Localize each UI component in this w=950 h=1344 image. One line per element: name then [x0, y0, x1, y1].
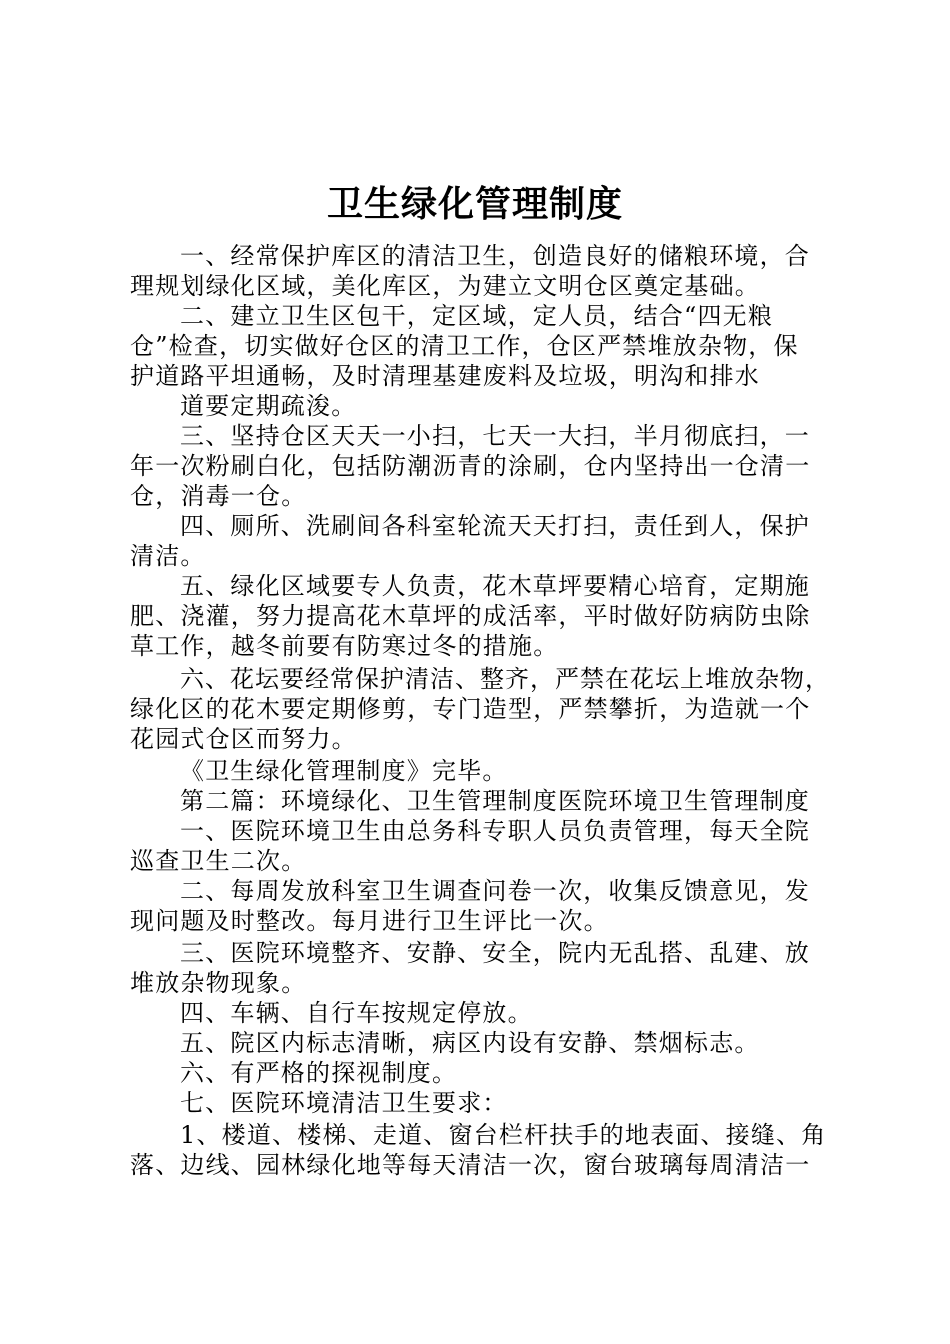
paragraph-line: 落、边线、园林绿化地等每天清洁一次，窗台玻璃每周清洁一 — [130, 1151, 811, 1179]
paragraph-line: 《卫生绿化管理制度》完毕。 — [180, 757, 508, 785]
paragraph-line: 四、车辆、自行车按规定停放。 — [180, 999, 533, 1027]
paragraph-line: 巡查卫生二次。 — [130, 847, 307, 875]
paragraph-line: 道要定期疏浚。 — [180, 392, 357, 420]
paragraph-line: 现问题及时整改。每月进行卫生评比一次。 — [130, 907, 609, 935]
paragraph-line: 二、建立卫生区包干，定区域，定人员，结合“四无粮 — [180, 302, 774, 330]
paragraph-line: 绿化区的花木要定期修剪，专门造型，严禁攀折，为造就一个 — [130, 695, 811, 723]
paragraph-line: 五、绿化区域要专人负责，花木草坪要精心培育，定期施 — [180, 572, 810, 600]
section-heading: 第二篇：环境绿化、卫生管理制度医院环境卫生管理制度 — [180, 787, 810, 815]
paragraph-line: 六、有严格的探视制度。 — [180, 1059, 458, 1087]
paragraph-line: 草工作，越冬前要有防寒过冬的措施。 — [130, 632, 559, 660]
paragraph-line: 五、院区内标志清晰，病区内设有安静、禁烟标志。 — [180, 1029, 760, 1057]
paragraph-line: 六、花坛要经常保护清洁、整齐，严禁在花坛上堆放杂物， — [180, 665, 830, 693]
paragraph-line: 堆放杂物现象。 — [130, 969, 307, 997]
paragraph-line: 护道路平坦通畅，及时清理基建废料及垃圾，明沟和排水 — [130, 362, 760, 390]
paragraph-line: 清洁。 — [130, 542, 206, 570]
paragraph-line: 肥、浇灌，努力提高花木草坪的成活率，平时做好防病防虫除 — [130, 602, 811, 630]
paragraph-line: 年一次粉刷白化，包括防潮沥青的涂刷，仓内坚持出一仓清一 — [130, 452, 811, 480]
paragraph-line: 一、经常保护库区的清洁卫生，创造良好的储粮环境，合 — [180, 242, 810, 270]
paragraph-line: 仓，消毒一仓。 — [130, 482, 307, 510]
paragraph-line: 花园式仓区而努力。 — [130, 725, 357, 753]
paragraph-line: 仓”检查，切实做好仓区的清卫工作，仓区严禁堆放杂物，保 — [130, 332, 799, 360]
paragraph-line: 三、坚持仓区天天一小扫，七天一大扫，半月彻底扫，一 — [180, 422, 810, 450]
paragraph-line: 七、医院环境清洁卫生要求： — [180, 1089, 508, 1117]
paragraph-line: 二、每周发放科室卫生调查问卷一次，收集反馈意见，发 — [180, 877, 810, 905]
paragraph-line: 四、厕所、洗刷间各科室轮流天天打扫，责任到人，保护 — [180, 512, 810, 540]
paragraph-line: 理规划绿化区域，美化库区，为建立文明仓区奠定基础。 — [130, 272, 760, 300]
paragraph-line: 1、楼道、楼梯、走道、窗台栏杆扶手的地表面、接缝、角 — [180, 1121, 827, 1149]
paragraph-line: 三、医院环境整齐、安静、安全，院内无乱搭、乱建、放 — [180, 939, 810, 967]
document-title: 卫生绿化管理制度 — [326, 184, 623, 225]
paragraph-line: 一、医院环境卫生由总务科专职人员负责管理，每天全院 — [180, 817, 810, 845]
